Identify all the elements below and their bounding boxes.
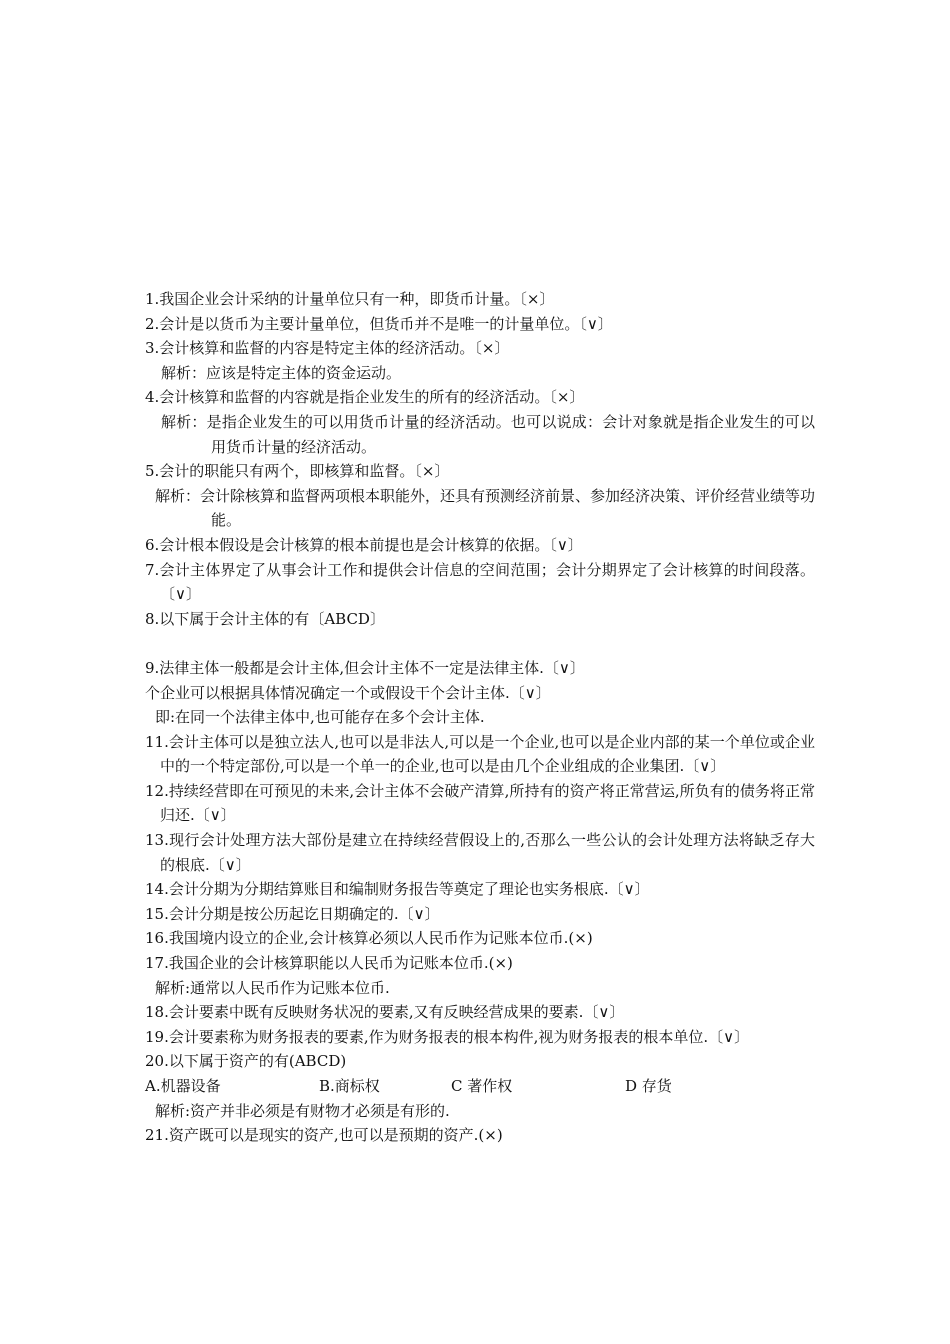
- question-7: 7.会计主体界定了从事会计工作和提供会计信息的空间范围；会计分期界定了会计核算的时间段落。〔∨〕: [145, 560, 815, 604]
- question-4: 4.会计核算和监督的内容就是指企业发生的所有的经济活动。〔×〕: [145, 388, 585, 407]
- question-19: 19.会计要素称为财务报表的要素,作为财务报表的根本构件,视为财务报表的根本单位.〔∨〕: [145, 1027, 750, 1046]
- question-2: 2.会计是以货币为主要计量单位，但货币并不是唯一的计量单位。〔∨〕: [145, 314, 613, 333]
- question-12: 12.持续经营即在可预见的未来,会计主体不会破产清算,所持有的资产将正常营运,所负有的债务将正常归还.〔∨〕: [145, 781, 815, 825]
- explanation-3: 解析：应该是特定主体的资金运动。: [161, 363, 402, 382]
- question-8: 8.以下属于会计主体的有〔ABCD〕: [145, 609, 385, 628]
- explanation-4: 解析：是指企业发生的可以用货币计量的经济活动。也可以说成：会计对象就是指企业发生的可以用货币计量的经济活动。: [161, 412, 815, 456]
- option-b: B.商标权: [319, 1077, 380, 1095]
- question-17: 17.我国企业的会计核算职能以人民币为记账本位币.(×): [145, 954, 513, 973]
- question-5: 5.会计的职能只有两个，即核算和监督。〔×〕: [145, 462, 450, 481]
- question-21: 21.资产既可以是现实的资产,也可以是预期的资产.(×): [145, 1126, 503, 1145]
- question-20: 20.以下属于资产的有(ABCD): [145, 1052, 347, 1071]
- question-1: 1.我国企业会计采纳的计量单位只有一种，即货币计量。〔×〕: [145, 290, 555, 308]
- question-11: 11.会计主体可以是独立法人,也可以是非法人,可以是一个企业,也可以是企业内部的某一个单位或企业中的一个特定部份,可以是一个单一的企业,也可以是由几个企业组成的企业集团.〔∨〕: [145, 732, 815, 776]
- question-18: 18.会计要素中既有反映财务状况的要素,又有反映经营成果的要素.〔∨〕: [145, 1003, 625, 1022]
- option-d: D 存货: [625, 1077, 672, 1095]
- question-14: 14.会计分期为分期结算账目和编制财务报告等奠定了理论也实务根底.〔∨〕: [145, 880, 650, 899]
- explanation-20: 解析:资产并非必须是有财物才必须是有形的.: [155, 1101, 450, 1120]
- option-a: A.机器设备: [145, 1077, 221, 1095]
- explanation-10: 即:在同一个法律主体中,也可能存在多个会计主体.: [155, 708, 485, 727]
- question-13: 13.现行会计处理方法大部份是建立在持续经营假设上的,否那么一些公认的会计处理方法将缺乏存大的根底.〔∨〕: [145, 831, 815, 874]
- question-list: [145, 287, 815, 1148]
- question-15: 15.会计分期是按公历起讫日期确定的.〔∨〕: [145, 904, 440, 923]
- question-16: 16.我国境内设立的企业,会计核算必须以人民币作为记账本位币.(×): [145, 929, 593, 948]
- explanation-17: 解析:通常以人民币作为记账本位币.: [155, 978, 390, 997]
- blank-line: [145, 631, 815, 656]
- question-10: 个企业可以根据具体情况确定一个或假设干个会计主体.〔∨〕: [145, 683, 551, 702]
- option-c: C 著作权: [451, 1077, 513, 1095]
- question-6: 6.会计根本假设是会计核算的根本前提也是会计核算的依据。〔∨〕: [145, 535, 583, 554]
- question-3: 3.会计核算和监督的内容是特定主体的经济活动。〔×〕: [145, 339, 510, 358]
- explanation-5: 解析：会计除核算和监督两项根本职能外，还具有预测经济前景、参加经济决策、评价经营业绩等功能。: [155, 486, 816, 530]
- answer-options: [145, 1074, 815, 1099]
- question-9: 9.法律主体一般都是会计主体,但会计主体不一定是法律主体.〔∨〕: [145, 658, 585, 677]
